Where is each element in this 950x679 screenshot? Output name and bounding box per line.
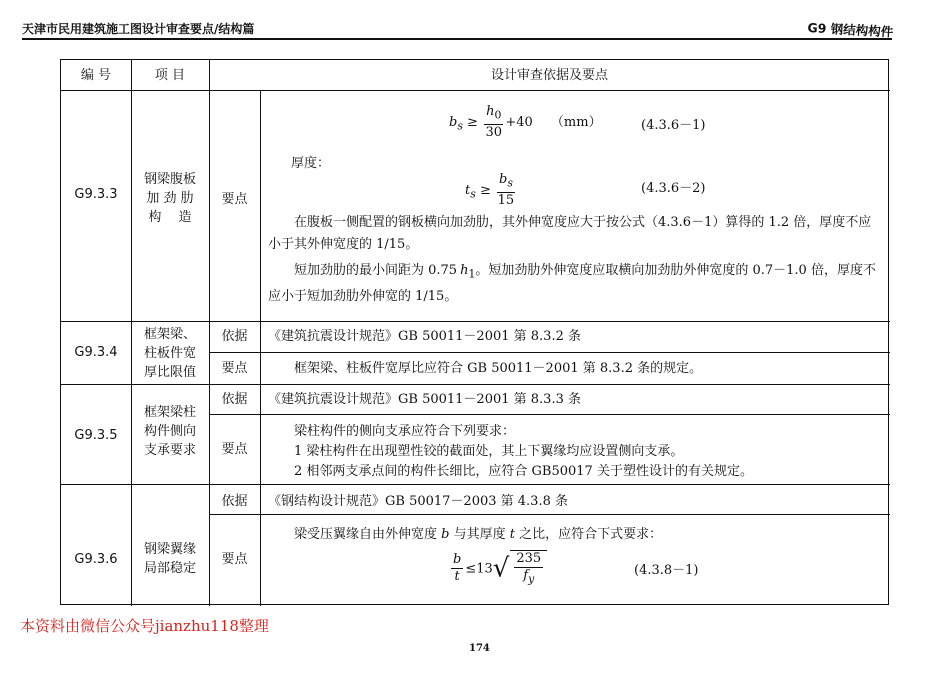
item-line: 构 造	[148, 210, 192, 225]
formula-4-3-8-1: $\frac{b}{t}$ ≤13√ $\frac{235}{f_y}$	[449, 550, 547, 588]
item-line: 钢梁翼缘	[143, 542, 196, 557]
row-divider	[61, 384, 890, 385]
fraction: $\frac{b}{t}$	[453, 552, 462, 585]
formula-ref: (4.3.8－1)	[634, 563, 699, 578]
row-code: G9.3.5	[74, 428, 118, 443]
header-rule	[22, 38, 892, 40]
row-label: 要点	[221, 552, 248, 567]
row-item	[131, 325, 209, 382]
paragraph: 在腹板一侧配置的钢板横向加劲肋，其外伸宽度应大于按公式（4.3.6－1）算得的 1.2 倍，厚度不应小于其外伸宽度的 1/15。	[268, 215, 872, 252]
radical-sign: √	[492, 553, 510, 584]
review-table	[60, 59, 889, 605]
row-divider	[209, 414, 890, 415]
row-code: G9.3.4	[74, 345, 118, 360]
paragraph: 短加劲肋的最小间距为 0.75 $h_1$。短加劲肋外伸宽度应取横向加劲肋外伸宽度的 0.7－1.0 倍，厚度不应小于短加劲肋外伸宽的 1/15。	[268, 263, 876, 304]
formula-ref: (4.3.6－2)	[641, 181, 706, 196]
point-line: 梁柱构件的侧向支承应符合下列要求：	[294, 424, 516, 439]
radical-body	[510, 550, 547, 588]
basis-text: 《建筑抗震设计规范》GB 50011－2001 第 8.3.2 条	[268, 329, 581, 344]
row-divider	[209, 514, 890, 515]
item-line: 框架梁、	[143, 327, 196, 342]
item-line: 构件侧向	[143, 424, 196, 439]
fraction: $\frac{b_s}{15}$	[497, 172, 515, 208]
row-label: 要点	[221, 442, 248, 457]
item-line: 柱板件宽	[143, 346, 196, 361]
row-item	[131, 403, 209, 460]
row-code: G9.3.6	[74, 552, 118, 567]
page-number: 174	[469, 643, 490, 654]
header-basis: 设计审查依据及要点	[490, 68, 608, 83]
row-item	[131, 170, 209, 227]
basis-text: 《建筑抗震设计规范》GB 50011－2001 第 8.3.3 条	[268, 392, 581, 407]
row-divider	[61, 484, 890, 485]
point-list	[294, 422, 753, 482]
header-title: 天津市民用建筑施工图设计审查要点/结构篇	[22, 22, 255, 36]
point-line: 1 梁柱构件在出现塑性铰的截面处，其上下翼缘均应设置侧向支承。	[294, 444, 684, 459]
row-divider	[209, 352, 890, 353]
fraction: $\frac{235}{f_y}$	[516, 551, 542, 586]
formula-4-3-6-2: $t_s$ ≥ $\frac{b_s}{15}$	[465, 172, 515, 208]
item-line: 局部稳定	[143, 561, 196, 576]
row-code: G9.3.3	[74, 187, 118, 202]
item-line: 厚比限值	[143, 365, 196, 380]
item-line: 支承要求	[143, 443, 196, 458]
row-label: 依据	[221, 392, 248, 407]
fraction: $\frac{h_0}{30}$	[485, 104, 502, 140]
row-label: 依据	[221, 329, 248, 344]
header-section: G9 钢结构构件	[807, 19, 894, 40]
header-number: 编 号	[80, 68, 112, 83]
row-divider	[61, 321, 890, 322]
col-divider	[260, 91, 261, 606]
point-text: 框架梁、柱板件宽厚比应符合 GB 50011－2001 第 8.3.2 条的规定。	[294, 361, 703, 376]
formula-ref: (4.3.6－1)	[641, 118, 706, 133]
point-text: 梁受压翼缘自由外伸宽度 b 与其厚度 t 之比，应符合下式要求：	[294, 527, 663, 542]
row-label: 依据	[221, 494, 248, 509]
row-item	[131, 540, 209, 578]
basis-text: 《钢结构设计规范》GB 50017－2003 第 4.3.8 条	[268, 494, 568, 509]
header-item: 项 目	[154, 68, 186, 83]
item-line: 加 劲 肋	[146, 191, 194, 206]
watermark-text: 本资料由微信公众号jianzhu118整理	[20, 617, 269, 635]
row-label: 要点	[221, 192, 248, 207]
row-divider	[61, 90, 890, 91]
point-line: 2 相邻两支承点间的构件长细比，应符合 GB50017 关于塑性设计的有关规定。	[294, 464, 753, 479]
row-label: 要点	[221, 361, 248, 376]
item-line: 钢梁腹板	[143, 172, 196, 187]
formula-4-3-6-1: $b_s$ ≥ $\frac{h_0}{30}$ +40 （mm）	[449, 104, 602, 140]
thickness-label: 厚度：	[291, 156, 331, 171]
item-line: 框架梁柱	[143, 405, 196, 420]
